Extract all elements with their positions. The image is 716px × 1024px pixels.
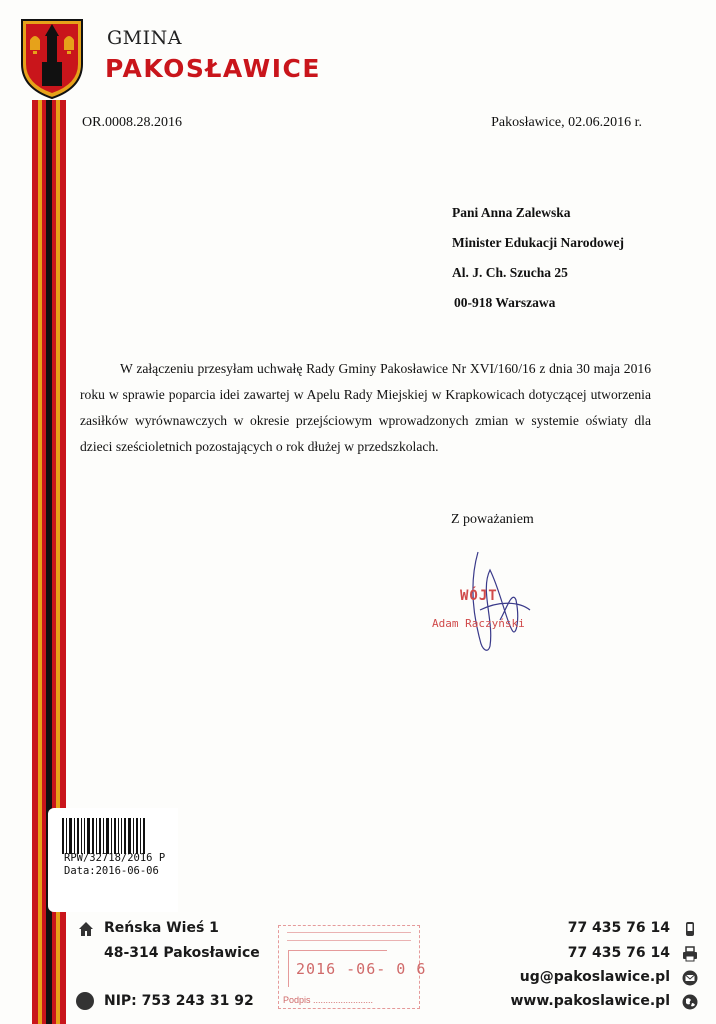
footer-phone: 77 435 76 14 <box>567 920 670 936</box>
registration-text <box>64 852 165 878</box>
mobile-phone-icon <box>682 921 698 937</box>
stamp-signature-line: Podpis ........................ <box>283 995 374 1005</box>
place-and-date: Pakosławice, 02.06.2016 r. <box>491 115 642 130</box>
barcode <box>62 818 157 854</box>
recipient-line: Pani Anna Zalewska <box>452 205 571 220</box>
footer-email: ug@pakoslawice.pl <box>519 969 670 985</box>
footer-street: Reńska Wieś 1 <box>104 920 219 936</box>
globe-icon <box>682 994 698 1010</box>
closing-phrase: Z poważaniem <box>451 512 534 527</box>
footer-city: 48-314 Pakosławice <box>104 945 260 961</box>
registration-number: RPW/32718/2016 P <box>64 852 166 864</box>
recipient-line: Al. J. Ch. Szucha 25 <box>452 265 568 280</box>
recipient-line: Minister Edukacji Narodowej <box>452 235 624 250</box>
home-icon <box>78 921 94 937</box>
footer-nip: NIP: 753 243 31 92 <box>104 993 254 1009</box>
stamp-date: 2016 -06- 0 6 <box>296 960 427 978</box>
header-gmina: GMINA <box>107 27 182 49</box>
footer-fax: 77 435 76 14 <box>567 945 670 961</box>
reference-number: OR.0008.28.2016 <box>82 115 182 130</box>
header-municipality-name: PAKOSŁAWICE <box>105 54 321 83</box>
stamp-title: WÓJT <box>460 588 498 604</box>
footer-website: www.pakoslawice.pl <box>510 993 670 1009</box>
letter-body <box>80 356 651 460</box>
nip-icon <box>76 992 94 1010</box>
recipient-line: 00-918 Warszawa <box>454 295 556 310</box>
coat-of-arms-logo <box>20 18 84 100</box>
fax-icon <box>682 946 698 962</box>
letter-body-text: W załączeniu przesyłam uchwałę Rady Gminy Pakosławice Nr XVI/160/16 z dnia 30 maja 2016 roku w sprawie poparcia idei zawartej w Apelu Rady Miejskiej w Krapkowicach dotyczącej utworzenia zasiłków wyrównawczych w okresie przejściowym wprowadzonych zmian w systemie oświaty dla dzieci sześcioletnich pozostających o rok dłużej w przedszkolach. <box>80 361 651 454</box>
stamp-name: Adam Raczyński <box>432 617 525 630</box>
handwritten-signature <box>420 550 560 660</box>
recipient-address <box>452 198 624 318</box>
email-icon <box>682 970 698 986</box>
registration-date: Data:2016-06-06 <box>64 865 159 877</box>
